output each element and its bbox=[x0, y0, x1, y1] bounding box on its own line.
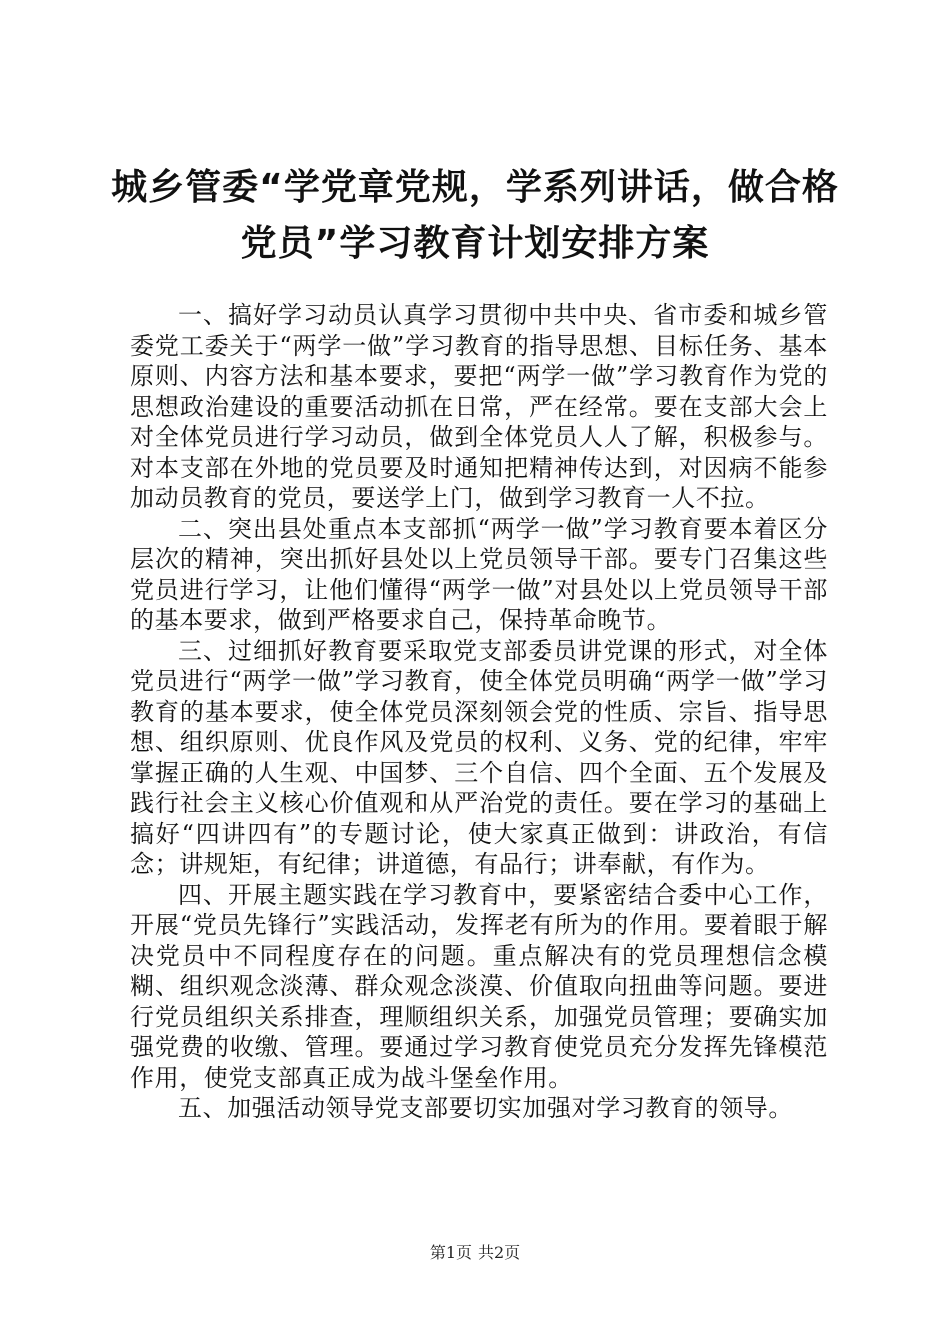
paragraph-4: 四、开展主题实践在学习教育中，要紧密结合委中心工作，开展“党员先锋行”实践活动，发挥老有所为的作用。要着眼于解决党员中不同程度存在的问题。重点解决有的党员理想信念模糊、组织观念淡薄、群众观念淡漠、价值取向扭曲等问题。要进行党员组织关系排查，理顺组织关系，加强党员管理；要确实加强党费的收缴、管理。要通过学习教育使党员充分发挥先锋模范作用，使党支部真正成为战斗堡垒作用。 bbox=[130, 880, 828, 1092]
page-number: 第1页 bbox=[429, 1243, 472, 1262]
document-title bbox=[100, 160, 850, 272]
title-line-2: 党员”学习教育计划安排方案 bbox=[240, 223, 710, 264]
paragraph-3: 三、过细抓好教育要采取党支部委员讲党课的形式，对全体党员进行“两学一做”学习教育，使全体党员明确“两学一做”学习教育的基本要求，使全体党员深刻领会党的性质、宗旨、指导思想、组织原则、优良作风及党员的权利、义务、党的纪律，牢牢掌握正确的人生观、中国梦、三个自信、四个全面、五个发展及践行社会主义核心价值观和从严治党的责任。要在学习的基础上搞好“四讲四有”的专题讨论，使大家真正做到：讲政治，有信念；讲规矩，有纪律；讲道德，有品行；讲奉献，有作为。 bbox=[130, 636, 828, 878]
page-footer bbox=[0, 1243, 950, 1263]
paragraph-5: 五、加强活动领导党支部要切实加强对学习教育的领导。 bbox=[178, 1094, 793, 1122]
paragraph-1: 一、搞好学习动员认真学习贯彻中共中央、省市委和城乡管委党工委关于“两学一做”学习教育的指导思想、目标任务、基本原则、内容方法和基本要求，要把“两学一做”学习教育作为党的思想政治建设的重要活动抓在日常，严在经常。要在支部大会上对全体党员进行学习动员，做到全体党员人人了解，积极参与。对本支部在外地的党员要及时通知把精神传达到，对因病不能参加动员教育的党员，要送学上门，做到学习教育一人不拉。 bbox=[130, 301, 828, 512]
page-total: 共2页 bbox=[478, 1243, 521, 1262]
title-line-1: 城乡管委“学党章党规，学系列讲话，做合格 bbox=[111, 167, 839, 208]
document-body bbox=[130, 300, 828, 1124]
paragraph-2: 二、突出县处重点本支部抓“两学一做”学习教育要本着区分层次的精神，突出抓好县处以上党员领导干部。要专门召集这些党员进行学习，让他们懂得“两学一做”对县处以上党员领导干部的基本要求，做到严格要求自己，保持革命晚节。 bbox=[130, 514, 828, 634]
